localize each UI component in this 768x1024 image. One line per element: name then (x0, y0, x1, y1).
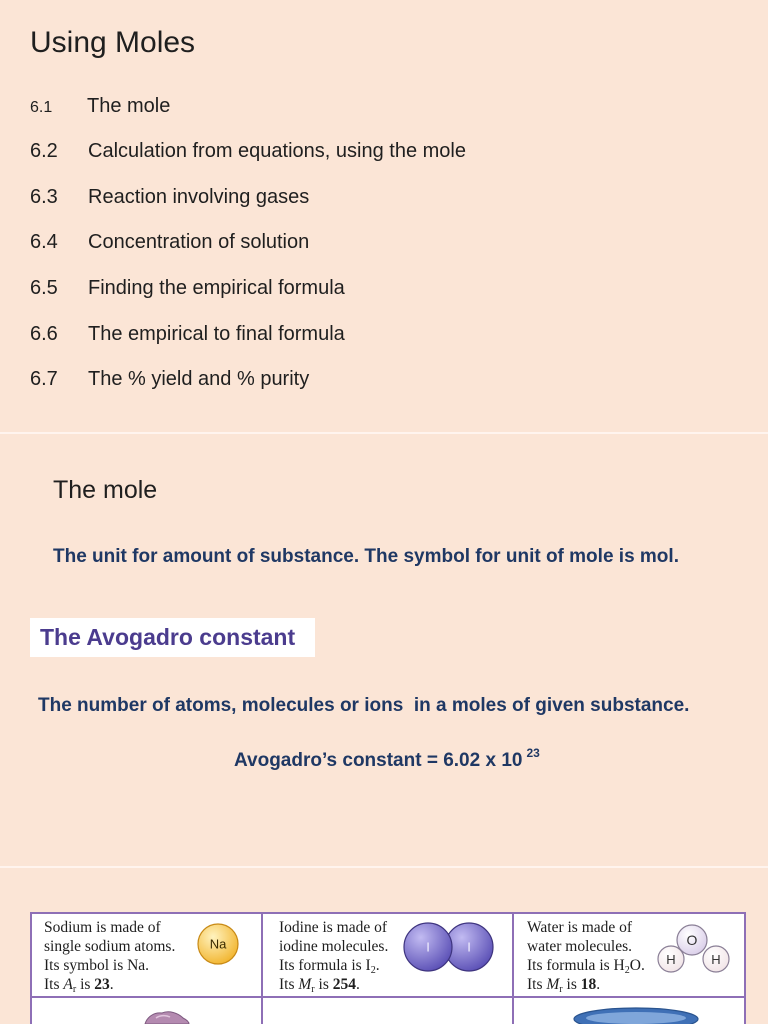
formula-subscript: 2 (370, 964, 376, 976)
contents-item (30, 185, 730, 231)
mass-end: . (356, 975, 360, 993)
avogadro-heading: The Avogadro constant (40, 624, 296, 650)
slide-the-mole (0, 434, 768, 866)
description-line: Water is made of (527, 918, 633, 936)
iodine-atom-label: I (426, 939, 430, 955)
water-photo-cell (514, 998, 744, 1024)
avogadro-constant-text: Avogadro’s constant = 6.02 x 10 (234, 750, 523, 771)
formula-text: Its formula is I (279, 956, 371, 974)
mass-value: 254 (332, 975, 356, 993)
sodium-sample-shape (145, 1012, 189, 1024)
contents-item-number: 6.4 (30, 231, 58, 254)
contents-item-number: 6.6 (30, 322, 58, 345)
mass-end: . (596, 975, 601, 993)
contents-item-label: Finding the empirical formula (88, 277, 345, 300)
mass-subscript: r (311, 983, 315, 995)
hydrogen-atom-label: H (666, 952, 676, 967)
hydrogen-atom-label: H (711, 952, 721, 967)
contents-item-number: 6.1 (30, 98, 53, 116)
slide-particles (0, 868, 768, 1024)
sodium-description (44, 918, 175, 994)
mass-line (44, 975, 175, 994)
mass-symbol: A (63, 975, 73, 993)
particles-table (30, 912, 746, 1024)
contents-item-label: The % yield and % purity (88, 368, 310, 391)
mass-line (527, 975, 645, 994)
iodine-molecule-model (402, 921, 496, 973)
mass-mid: is (562, 975, 581, 993)
contents-item-label: The mole (87, 94, 171, 117)
slide-title: Using Moles (30, 26, 196, 59)
contents-item (30, 139, 730, 185)
contents-item (30, 276, 730, 322)
avogadro-definition: The number of atoms, molecules or ions in a moles of given substance. (38, 695, 690, 716)
contents-item-number: 6.3 (30, 185, 58, 208)
contents-item-label: Calculation from equations, using the mole (88, 140, 466, 163)
iodine-cell (263, 914, 514, 998)
water-molecule-model (656, 923, 732, 975)
mass-subscript: r (72, 983, 77, 995)
mass-mid: is (76, 975, 95, 993)
sodium-photo-cell (32, 998, 263, 1024)
contents-item-number: 6.5 (30, 277, 58, 300)
mass-symbol: M (546, 975, 560, 993)
mass-symbol: M (298, 975, 312, 993)
contents-item-number: 6.2 (30, 140, 58, 163)
iodine-description (279, 918, 388, 994)
sodium-sample-image (142, 1009, 190, 1024)
description-line: water molecules. (527, 937, 633, 955)
symbol-line: Its symbol is Na. (44, 956, 150, 974)
contents-item-label: Reaction involving gases (88, 185, 310, 208)
mass-line (279, 975, 388, 994)
avogadro-heading-box (30, 618, 315, 657)
contents-item-label: The empirical to final formula (88, 322, 345, 345)
contents-item-label: Concentration of solution (88, 231, 310, 254)
mass-subscript: r (559, 983, 563, 995)
mass-value: 23 (94, 975, 110, 993)
avogadro-constant-exponent: 23 (526, 746, 540, 760)
contents-item (30, 367, 730, 413)
water-dish-surface (586, 1012, 686, 1024)
formula-end: O. (629, 956, 645, 974)
mass-mid: is (314, 975, 333, 993)
description-line: Iodine is made of (279, 918, 388, 936)
avogadro-constant-equation (234, 746, 540, 772)
mass-prefix: Its (44, 975, 64, 993)
contents-item (30, 322, 730, 368)
slide-contents (0, 0, 768, 432)
mass-value: 18 (580, 975, 597, 993)
description-line: iodine molecules. (279, 937, 389, 955)
description-line: single sodium atoms. (44, 937, 176, 955)
water-description (527, 918, 645, 994)
formula-text: Its formula is H (527, 956, 625, 974)
formula-end: . (375, 956, 380, 974)
description-line: Sodium is made of (44, 918, 161, 936)
sodium-cell (32, 914, 263, 998)
contents-item-number: 6.7 (30, 368, 58, 391)
contents-list (30, 94, 730, 414)
water-cell (514, 914, 744, 998)
mass-prefix: Its (527, 975, 547, 993)
mass-prefix: Its (279, 975, 299, 993)
water-dish-image (570, 1003, 702, 1024)
mole-definition: The unit for amount of substance. The symbol for unit of mole is mol. (53, 546, 679, 567)
mass-end: . (109, 975, 114, 993)
formula-line (527, 956, 645, 975)
iodine-atom-label: I (467, 939, 471, 955)
iodine-photo-cell (263, 998, 514, 1024)
formula-subscript: 2 (624, 964, 630, 976)
oxygen-atom-label: O (686, 932, 698, 948)
formula-line (279, 956, 388, 975)
sodium-atom-label: Na (209, 936, 227, 952)
sodium-atom-model (196, 922, 240, 966)
contents-item (30, 230, 730, 276)
contents-item (30, 94, 730, 140)
slide-heading: The mole (53, 476, 158, 504)
